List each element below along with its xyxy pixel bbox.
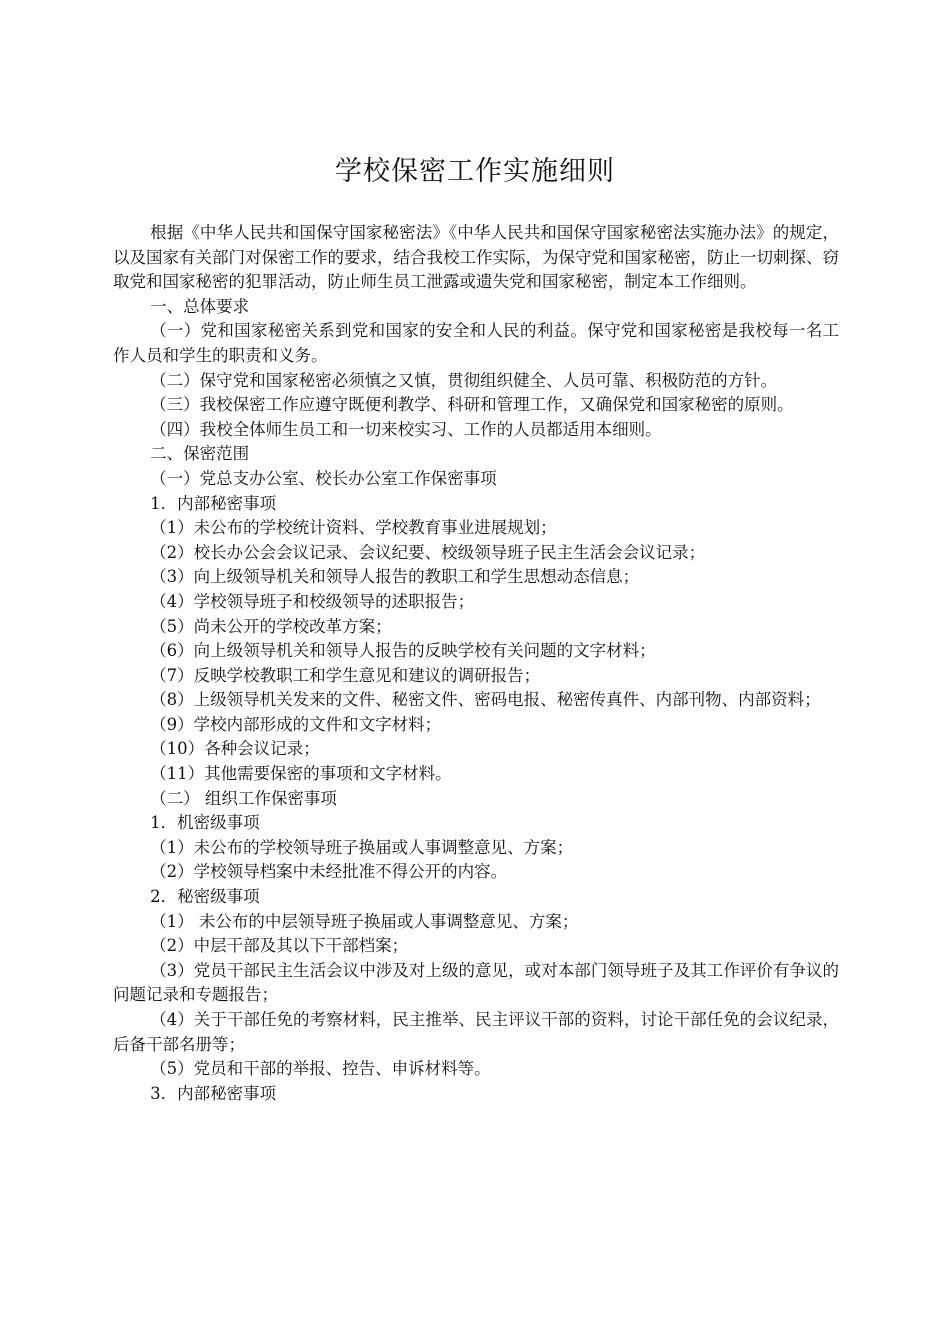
- list-item: （1）未公布的学校统计资料、学校教育事业进展规划；: [150, 518, 557, 538]
- list-heading: 2．秘密级事项: [150, 887, 260, 907]
- list-heading: 1．机密级事项: [150, 813, 260, 833]
- list-item: （5）尚未公开的学校改革方案；: [150, 616, 392, 636]
- subsection-heading: （二） 组织工作保密事项: [150, 788, 337, 808]
- list-item: （6）向上级领导机关和领导人报告的反映学校有关问题的文字材料；: [150, 641, 656, 661]
- paragraph: （二）保守党和国家秘密必须慎之又慎，贯彻组织健全、人员可靠、积极防范的方针。: [150, 370, 778, 390]
- list-heading: 3．内部秘密事项: [150, 1083, 277, 1103]
- list-item: （7）反映学校教职工和学生意见和建议的调研报告；: [150, 665, 541, 685]
- document-body: [113, 221, 839, 1106]
- list-item: （3）向上级领导机关和领导人报告的教职工和学生思想动态信息；: [150, 567, 640, 587]
- list-item: （2）学校领导档案中未经批准不得公开的内容。: [150, 862, 508, 882]
- section-heading-general-requirements: 一、总体要求: [150, 296, 250, 316]
- list-item: （1） 未公布的中层领导班子换届或人事调整意见、方案；: [150, 911, 579, 931]
- paragraph: （三）我校保密工作应遵守既便利教学、科研和管理工作，又确保党和国家秘密的原则。: [150, 395, 794, 415]
- paragraph-preamble: 根据《中华人民共和国保守国家秘密法》《中华人民共和国保守国家秘密法实施办法》的规定，以及国家有关部门对保密工作的要求，结合我校工作实际，为保守党和国家秘密，防止一切刺探、窃取党和国家秘密的犯罪活动，防止师生员工泄露或遗失党和国家秘密，制定本工作细则。: [113, 223, 839, 292]
- list-item: （2）校长办公会会议记录、会议纪要、校级领导班子民主生活会会议记录；: [150, 542, 706, 562]
- section-heading-scope: 二、保密范围: [150, 444, 250, 464]
- list-item: （4）关于干部任免的考察材料，民主推举、民主评议干部的资料，讨论干部任免的会议纪录，后备干部名册等；: [113, 1010, 839, 1054]
- list-item: （11）其他需要保密的事项和文字材料。: [150, 764, 452, 784]
- list-item: （4）学校领导班子和校级领导的述职报告；: [150, 591, 475, 611]
- subsection-heading: （一）党总支办公室、校长办公室工作保密事项: [150, 468, 497, 488]
- paragraph: （一）党和国家秘密关系到党和国家的安全和人民的利益。保守党和国家秘密是我校每一名工作人员和学生的职责和义务。: [113, 321, 839, 365]
- list-item: （10）各种会议记录；: [150, 739, 320, 759]
- list-item: （8）上级领导机关发来的文件、秘密文件、密码电报、秘密传真件、内部刊物、内部资料；: [150, 690, 821, 710]
- list-item: （5）党员和干部的举报、控告、申诉材料等。: [150, 1059, 491, 1079]
- document-title: 学校保密工作实施细则: [335, 156, 615, 187]
- list-item: （2）中层干部及其以下干部档案；: [150, 936, 409, 956]
- list-heading: 1．内部秘密事项: [150, 493, 277, 513]
- paragraph: （四）我校全体师生员工和一切来校实习、工作的人员都适用本细则。: [150, 419, 662, 439]
- list-item: （9）学校内部形成的文件和文字材料；: [150, 714, 442, 734]
- list-item: （3）党员干部民主生活会议中涉及对上级的意见，或对本部门领导班子及其工作评价有争议的问题记录和专题报告；: [113, 960, 839, 1005]
- list-item: （1）未公布的学校领导班子换届或人事调整意见、方案；: [150, 837, 574, 857]
